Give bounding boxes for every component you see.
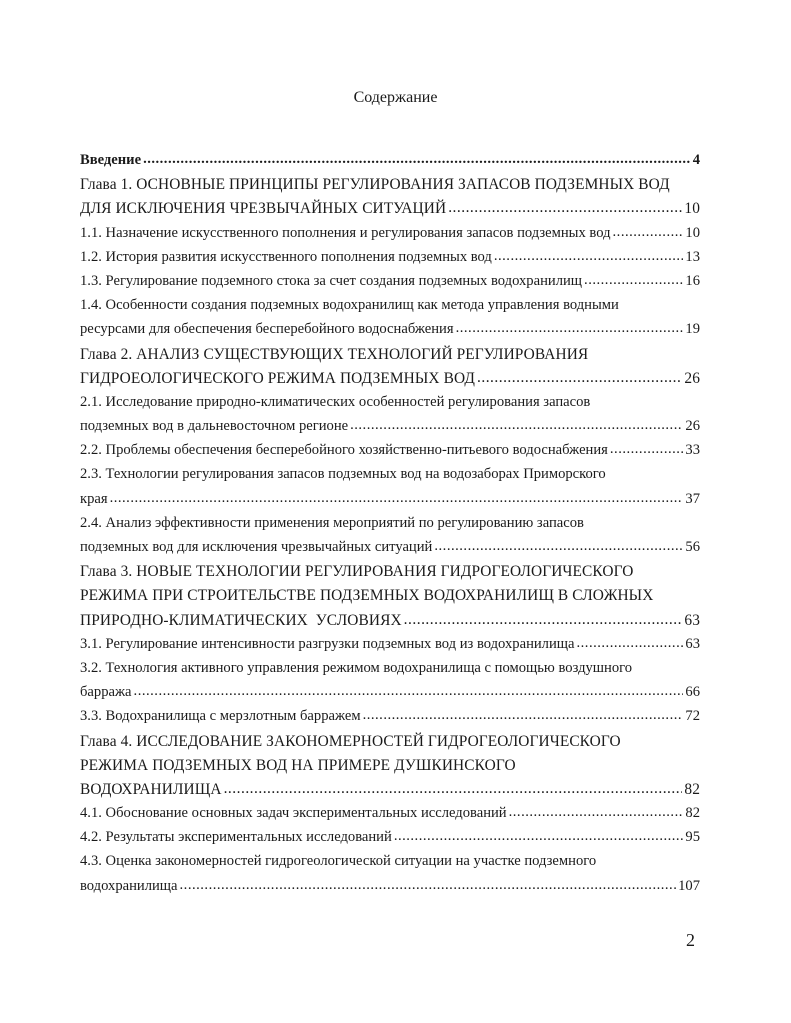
- page-title: Содержание: [353, 89, 438, 106]
- toc-entry-3-1[interactable]: [80, 636, 700, 660]
- toc-chapter-3-heading[interactable]: [80, 563, 700, 587]
- dot-leader: [509, 804, 684, 821]
- toc-entry-text: ПРИРОДНО-КЛИМАТИЧЕСКИХ УСЛОВИЯХ: [80, 611, 402, 629]
- toc-page-number: 95: [685, 829, 700, 846]
- dot-leader: [434, 538, 683, 555]
- toc-entry-text: ВОДОХРАНИЛИЩА: [80, 780, 222, 798]
- toc-entry-text: 2.2. Проблемы обеспечения бесперебойного хозяйственно-питьевого водоснабжения: [80, 442, 608, 459]
- toc-entry-text: Глава 3. НОВЫЕ ТЕХНОЛОГИИ РЕГУЛИРОВАНИЯ ГИДРОГЕОЛОГИЧЕСКОГО: [80, 563, 634, 581]
- toc-entry-2-1-end[interactable]: [80, 418, 700, 442]
- toc-entry-4-2[interactable]: [80, 829, 700, 853]
- toc-entry-text: края: [80, 490, 108, 507]
- dot-leader: [477, 369, 682, 387]
- toc-entry-text: РЕЖИМА ПОДЗЕМНЫХ ВОД НА ПРИМЕРЕ ДУШКИНСКОГО: [80, 756, 516, 774]
- toc-entry-1-4[interactable]: [80, 297, 700, 321]
- toc-page-number: 37: [685, 490, 700, 507]
- dot-leader: [134, 683, 684, 700]
- dot-leader: [224, 780, 683, 798]
- dot-leader: [143, 151, 691, 168]
- toc-page-number: 26: [685, 418, 700, 435]
- toc-entry-text: Введение: [80, 152, 142, 168]
- dot-leader: [613, 224, 684, 241]
- toc-page-number: 107: [678, 877, 700, 894]
- toc-chapter-3-heading-end[interactable]: [80, 612, 700, 636]
- page-number: 2: [686, 930, 695, 950]
- dot-leader: [494, 248, 684, 265]
- toc-entry-2-4-end[interactable]: [80, 539, 700, 563]
- toc-chapter-3-heading-cont[interactable]: [80, 587, 700, 611]
- toc-page-number: 10: [685, 224, 700, 241]
- toc-entry-text: 2.3. Технологии регулирования запасов подземных вод на водозаборах Приморского: [80, 466, 606, 483]
- toc-entry-text: подземных вод для исключения чрезвычайных ситуаций: [80, 539, 433, 555]
- dot-leader: [350, 417, 683, 434]
- dot-leader: [180, 877, 677, 894]
- toc-entry-text: барража: [80, 684, 132, 701]
- toc-entry-4-3-end[interactable]: [80, 878, 700, 902]
- toc-page-number: 66: [685, 684, 700, 701]
- toc-page-number: 26: [684, 369, 700, 387]
- toc-entry-1-3[interactable]: [80, 273, 700, 297]
- toc-entry-text: 1.3. Регулирование подземного стока за счет создания подземных водохранилищ: [80, 272, 583, 289]
- toc-page-number: 4: [692, 152, 700, 168]
- toc-entry-text: РЕЖИМА ПРИ СТРОИТЕЛЬСТВЕ ПОДЗЕМНЫХ ВОДОХРАНИЛИЩ В СЛОЖНЫХ: [80, 587, 654, 605]
- dot-leader: [394, 828, 684, 845]
- toc-entry-text: 2.4. Анализ эффективности применения мероприятий по регулированию запасов: [80, 514, 584, 531]
- toc-page-number: 33: [685, 442, 700, 459]
- toc-entry-1-4-end[interactable]: [80, 321, 700, 345]
- toc-page-number: 10: [684, 200, 700, 218]
- toc-entry-text: Глава 2. АНАЛИЗ СУЩЕСТВУЮЩИХ ТЕХНОЛОГИЙ РЕГУЛИРОВАНИЯ: [80, 345, 589, 363]
- toc-entry-text: Глава 1. ОСНОВНЫЕ ПРИНЦИПЫ РЕГУЛИРОВАНИЯ ЗАПАСОВ ПОДЗЕМНЫХ ВОД: [80, 176, 670, 194]
- toc-entry-3-2[interactable]: [80, 660, 700, 684]
- toc-entry-text: Глава 4. ИССЛЕДОВАНИЕ ЗАКОНОМЕРНОСТЕЙ ГИДРОГЕОЛОГИЧЕСКОГО: [80, 732, 621, 750]
- dot-leader: [110, 490, 684, 507]
- toc-entry-text: водохранилища: [80, 877, 178, 894]
- toc-entry-text: 4.2. Результаты экспериментальных исследований: [80, 829, 392, 846]
- toc-entry-text: 4.1. Обоснование основных задач экспериментальных исследований: [80, 805, 507, 822]
- toc-entry-text: 3.2. Технология активного управления режимом водохранилища с помощью воздушного: [80, 659, 633, 676]
- dot-leader: [404, 611, 683, 629]
- toc-chapter-1-heading[interactable]: [80, 176, 700, 200]
- toc-entry-2-2[interactable]: [80, 442, 700, 466]
- toc-page-number: 56: [685, 539, 700, 555]
- toc-page-number: 16: [685, 272, 700, 289]
- toc-entry-1-2[interactable]: [80, 249, 700, 273]
- toc-entry-3-3[interactable]: [80, 708, 700, 732]
- toc-page-number: 72: [685, 708, 700, 725]
- toc-page-number: 19: [685, 321, 700, 338]
- dot-leader: [577, 635, 684, 652]
- dot-leader: [584, 272, 683, 289]
- toc-entry-3-2-end[interactable]: [80, 684, 700, 708]
- toc-page-number: 82: [684, 780, 700, 798]
- toc-entry-text: 1.1. Назначение искусственного пополнения и регулирования запасов подземных вод: [80, 224, 611, 241]
- toc-entry-introduction[interactable]: [80, 152, 700, 176]
- toc-entry-text: ДЛЯ ИСКЛЮЧЕНИЯ ЧРЕЗВЫЧАЙНЫХ СИТУАЦИЙ: [80, 200, 447, 218]
- toc-entry-2-1[interactable]: [80, 394, 700, 418]
- dot-leader: [610, 441, 684, 458]
- toc-entry-4-1[interactable]: [80, 805, 700, 829]
- toc-entry-text: подземных вод в дальневосточном регионе: [80, 418, 349, 435]
- toc-entry-text: 2.1. Исследование природно-климатических особенностей регулирования запасов: [80, 393, 591, 410]
- toc-entry-text: 1.2. История развития искусственного пополнения подземных вод: [80, 248, 492, 265]
- toc-entry-4-3[interactable]: [80, 853, 700, 877]
- toc-page-number: 63: [685, 635, 700, 652]
- toc-entry-text: ГИДРОЕОЛОГИЧЕСКОГО РЕЖИМА ПОДЗЕМНЫХ ВОД: [80, 369, 475, 387]
- table-of-contents: [80, 152, 700, 902]
- toc-entry-text: 3.1. Регулирование интенсивности разгрузки подземных вод из водохранилища: [80, 635, 575, 652]
- toc-page-number: 82: [685, 805, 700, 822]
- toc-chapter-2-heading[interactable]: [80, 346, 700, 370]
- toc-chapter-4-heading[interactable]: [80, 733, 700, 757]
- toc-chapter-4-heading-cont[interactable]: [80, 757, 700, 781]
- dot-leader: [363, 707, 684, 724]
- toc-entry-text: 3.3. Водохранилища с мерзлотным барражем: [80, 708, 361, 725]
- toc-entry-text: 1.4. Особенности создания подземных водохранилищ как метода управления водными: [80, 297, 619, 314]
- dot-leader: [456, 320, 684, 337]
- toc-page-number: 13: [685, 248, 700, 265]
- toc-entry-1-1[interactable]: [80, 225, 700, 249]
- toc-page-number: 63: [684, 611, 700, 629]
- toc-entry-2-3-end[interactable]: [80, 491, 700, 515]
- toc-chapter-1-heading-end[interactable]: [80, 200, 700, 224]
- toc-chapter-4-heading-end[interactable]: [80, 781, 700, 805]
- toc-entry-2-4[interactable]: [80, 515, 700, 539]
- toc-entry-text: 4.3. Оценка закономерностей гидрогеологической ситуации на участке подземного: [80, 853, 597, 870]
- toc-chapter-2-heading-end[interactable]: [80, 370, 700, 394]
- dot-leader: [448, 199, 682, 217]
- toc-entry-text: ресурсами для обеспечения бесперебойного водоснабжения: [80, 321, 454, 338]
- toc-entry-2-3[interactable]: [80, 466, 700, 490]
